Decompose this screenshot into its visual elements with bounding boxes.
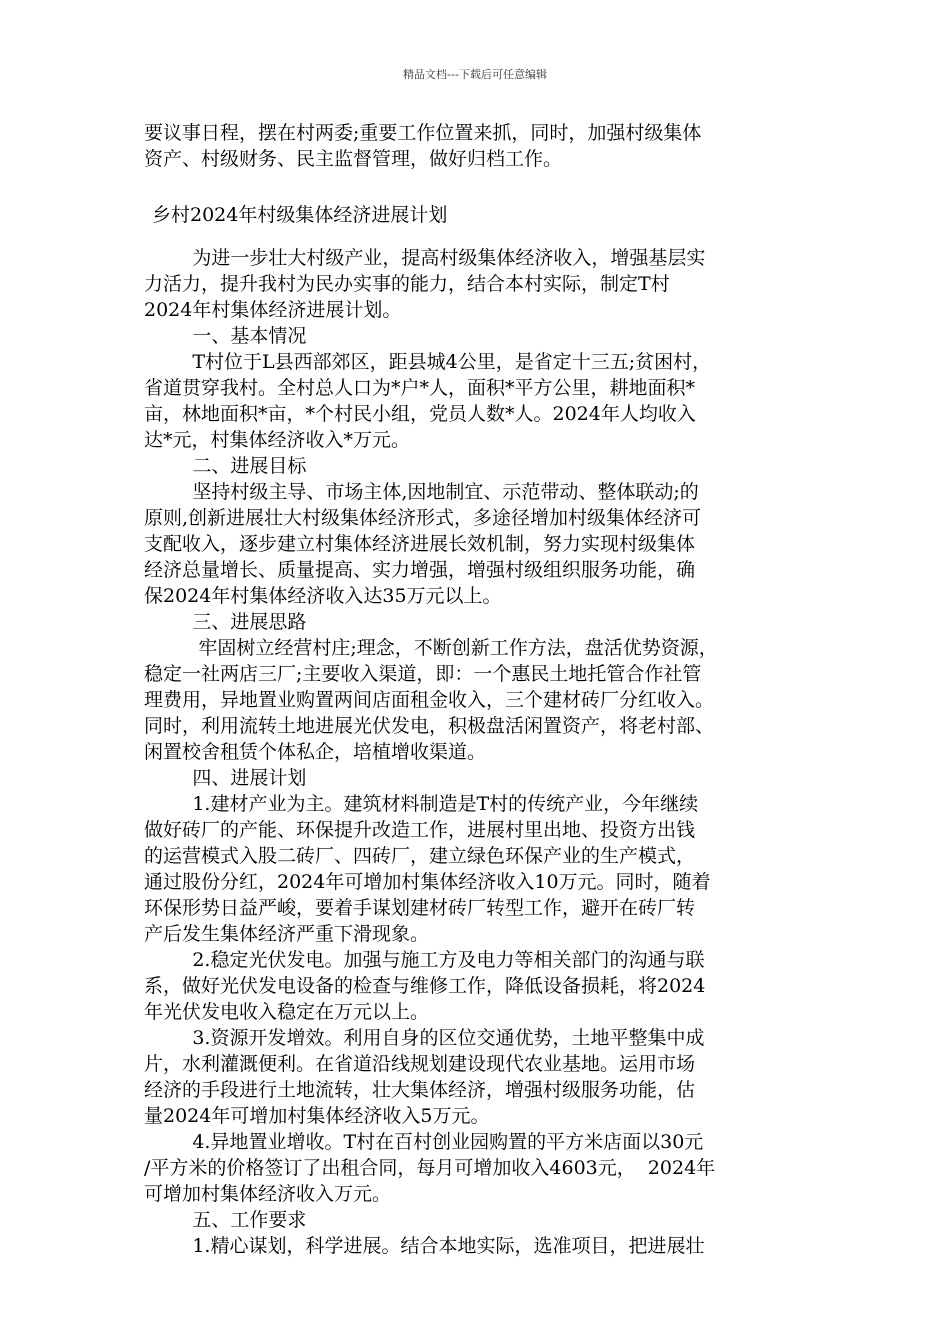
text-line: 4.异地置业增收。T村在百村创业园购置的平方米店面以30元	[144, 1131, 704, 1153]
text-line: 资产、村级财务、民主监督管理，做好归档工作。	[144, 148, 563, 170]
text-line: 牢固树立经营村庄;理念，不断创新工作方法，盘活优势资源，	[144, 637, 718, 659]
text-line: 产后发生集体经济严重下滑现象。	[144, 923, 430, 945]
text-line: 支配收入，逐步建立村集体经济进展长效机制，努力实现村级集体	[144, 533, 696, 555]
document-body	[144, 245, 812, 1259]
text-line: 闲置校舍租赁个体私企，培植增收渠道。	[144, 741, 487, 763]
text-line: 3.资源开发增效。利用自身的区位交通优势，土地平整集中成	[144, 1027, 705, 1049]
text-line: 经济总量增长、质量提高、实力增强，增强村级组织服务功能，确	[144, 559, 696, 581]
page-header: 精品文档---下载后可任意编辑	[403, 68, 547, 81]
text-line: 稳定一社两店三厂;主要收入渠道，即：一个惠民土地托管合作社管	[144, 663, 702, 685]
text-line: 1.建材产业为主。建筑材料制造是T村的传统产业，今年继续	[144, 793, 699, 815]
document-title: 乡村2024年村级集体经济进展计划	[152, 204, 448, 226]
text-line: 保2024年村集体经济收入达35万元以上。	[144, 585, 502, 607]
text-line: 系，做好光伏发电设备的检查与维修工作，降低设备损耗，将2024	[144, 975, 706, 997]
text-line: 力活力，提升我村为民办实事的能力，结合本村实际，制定T村	[144, 273, 670, 295]
text-line: 亩，林地面积*亩，*个村民小组，党员人数*人。2024年人均收入	[144, 403, 696, 425]
text-line: 通过股份分红，2024年可增加村集体经济收入10万元。同时，随着	[144, 871, 711, 893]
text-line: 省道贯穿我村。全村总人口为*户*人，面积*平方公里，耕地面积*	[144, 377, 696, 399]
section-heading: 一、基本情况	[144, 325, 307, 347]
text-line: T村位于L县西部郊区，距县城4公里，是省定十三五;贫困村，	[144, 351, 712, 373]
text-line: 经济的手段进行土地流转，壮大集体经济，增强村级服务功能，估	[144, 1079, 696, 1101]
text-line: 2.稳定光伏发电。加强与施工方及电力等相关部门的沟通与联	[144, 949, 705, 971]
text-line: 的运营模式入股二砖厂、四砖厂，建立绿色环保产业的生产模式，	[144, 845, 696, 867]
text-line: 原则,创新进展壮大村级集体经济形式，多途径增加村级集体经济可	[144, 507, 702, 529]
text-line: 做好砖厂的产能、环保提升改造工作，进展村里出地、投资方出钱	[144, 819, 696, 841]
text-line: 理费用，异地置业购置两间店面租金收入，三个建材砖厂分红收入。	[144, 689, 715, 711]
section-heading: 三、进展思路	[144, 611, 307, 633]
text-line: 2024年村集体经济进展计划。	[144, 299, 402, 321]
section-heading: 二、进展目标	[144, 455, 307, 477]
text-line: 环保形势日益严峻，要着手谋划建材砖厂转型工作，避开在砖厂转	[144, 897, 696, 919]
section-heading: 五、工作要求	[144, 1209, 307, 1231]
text-line: 量2024年可增加村集体经济收入5万元。	[144, 1105, 490, 1127]
text-line: 为进一步壮大村级产业，提高村级集体经济收入，增强基层实	[144, 247, 706, 269]
text-line: /平方米的价格签订了出租合同，每月可增加收入4603元， 2024年	[144, 1157, 716, 1179]
text-line: 片，水利灌溉便利。在省道沿线规划建设现代农业基地。运用市场	[144, 1053, 696, 1075]
text-line: 达*元，村集体经济收入*万元。	[144, 429, 411, 451]
text-line: 坚持村级主导、市场主体,因地制宜、示范带动、整体联动;的	[144, 481, 699, 503]
section-heading: 四、进展计划	[144, 767, 307, 789]
text-line: 要议事日程，摆在村两委;重要工作位置来抓，同时，加强村级集体	[144, 122, 702, 144]
intro-paragraph	[144, 120, 812, 172]
text-line: 可增加村集体经济收入万元。	[144, 1183, 392, 1205]
text-line: 同时，利用流转土地进展光伏发电，积极盘活闲置资产，将老村部、	[144, 715, 715, 737]
text-line: 年光伏发电收入稳定在万元以上。	[144, 1001, 430, 1023]
text-line: 1.精心谋划，科学进展。结合本地实际，选准项目，把进展壮	[144, 1235, 705, 1257]
